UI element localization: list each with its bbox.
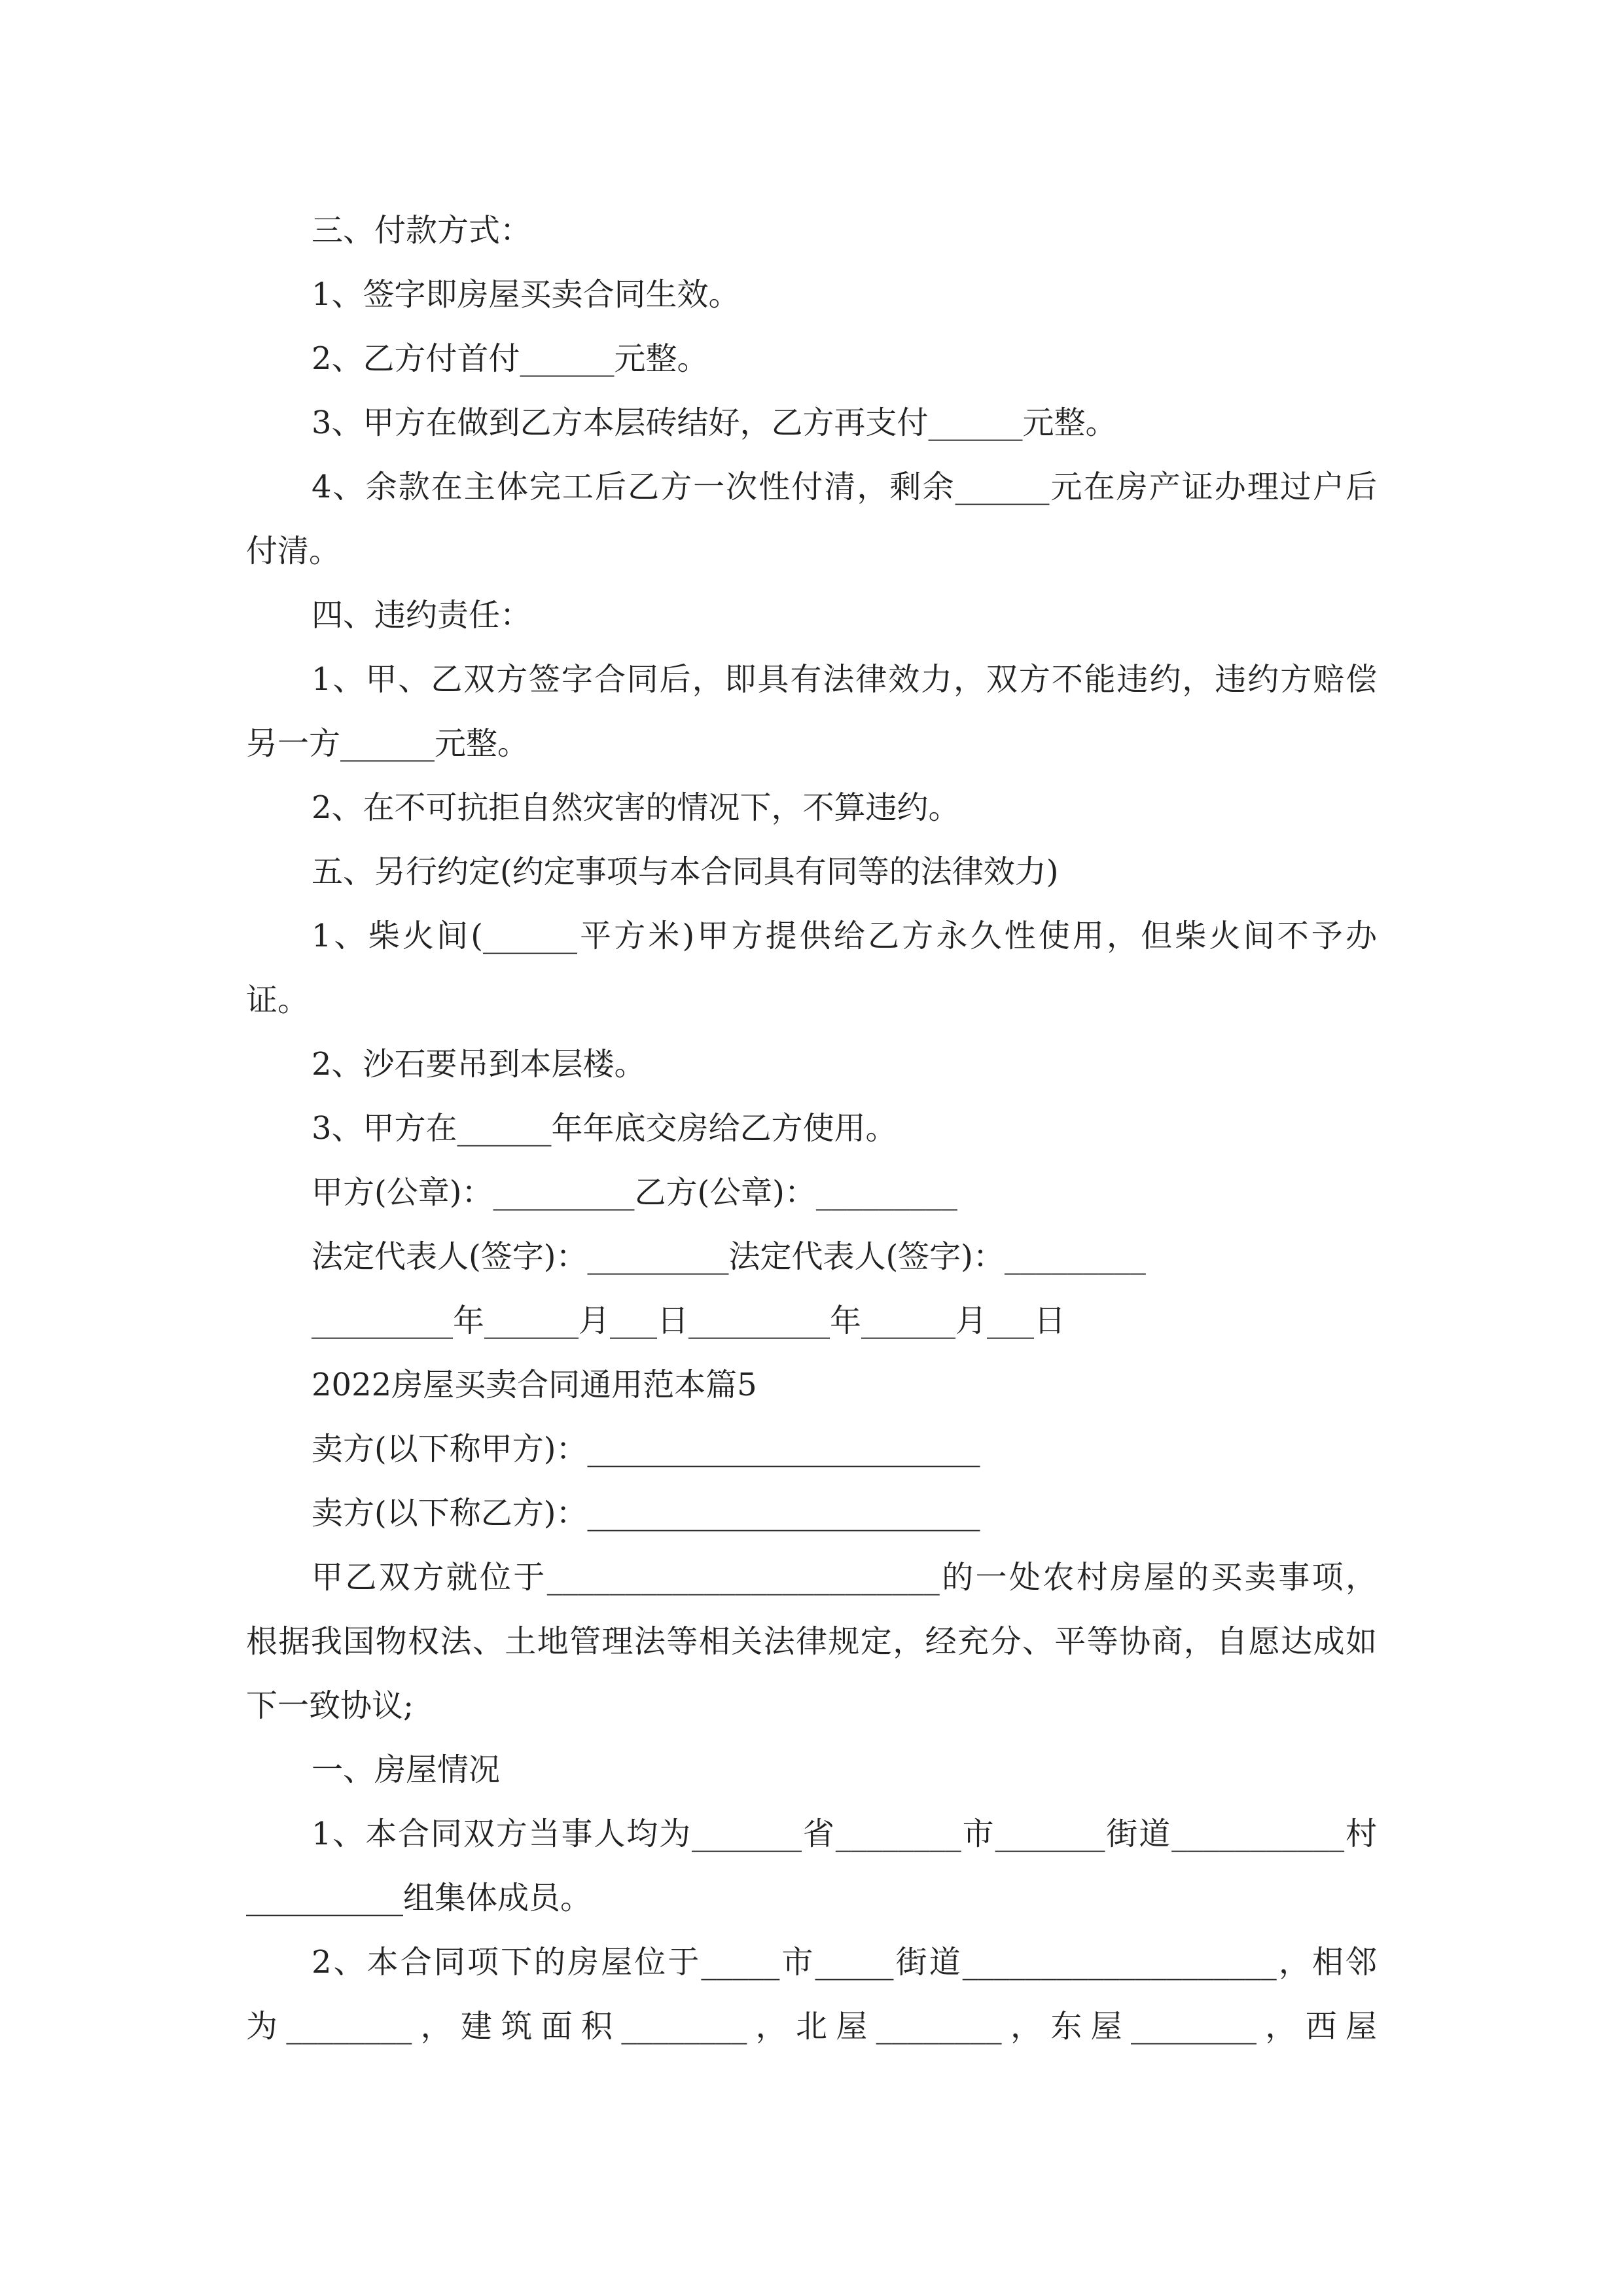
section-heading-other-terms: 五、另行约定(约定事项与本合同具有同等的法律效力) [312, 853, 1059, 890]
signature-date-line: _________年______月___日_________年______月___日 [312, 1302, 1066, 1339]
other-terms-clause-2: 2、沙石要吊到本层楼。 [312, 1046, 646, 1083]
liability-clause-1-line1: 1、甲、乙双方签字合同后，即具有法律效力，双方不能违约，违约方赔偿 [312, 661, 1377, 698]
signature-representative-line: 法定代表人(签字)：_________法定代表人(签字)：_________ [312, 1238, 1146, 1275]
seller-party-b: 卖方(以下称乙方)：_________________________ [312, 1495, 980, 1532]
payment-clause-4-line2: 付清。 [246, 533, 341, 569]
payment-clause-1: 1、签字即房屋买卖合同生效。 [312, 276, 740, 313]
other-terms-clause-1-line2: 证。 [246, 982, 310, 1018]
seller-party-a: 卖方(以下称甲方)：_________________________ [312, 1431, 980, 1467]
liability-clause-2: 2、在不可抗拒自然灾害的情况下，不算违约。 [312, 789, 960, 826]
signature-seal-line: 甲方(公章)：_________乙方(公章)：_________ [312, 1174, 957, 1211]
liability-clause-1-line2: 另一方______元整。 [246, 725, 529, 762]
preamble-line2: 根据我国物权法、土地管理法等相关法律规定，经充分、平等协商，自愿达成如 [246, 1623, 1377, 1660]
other-terms-clause-1-line1: 1、柴火间(______平方米)甲方提供给乙方永久性使用，但柴火间不予办 [312, 918, 1377, 954]
preamble-line1: 甲乙双方就位于_________________________的一处农村房屋的买卖事项， [312, 1559, 1377, 1596]
payment-clause-3: 3、甲方在做到乙方本层砖结好，乙方再支付______元整。 [312, 404, 1117, 441]
house-info-clause-2-line2: 为________，建筑面积________，北屋________，东屋________，西屋 [246, 2008, 1377, 2045]
house-info-clause-2-line1: 2、本合同项下的房屋位于_____市_____街道____________________，相邻 [312, 1944, 1377, 1981]
section-heading-house-info: 一、房屋情况 [312, 1751, 501, 1788]
section-heading-payment: 三、付款方式： [312, 212, 532, 249]
preamble-line3: 下一致协议; [246, 1687, 414, 1724]
payment-clause-4-line1: 4、余款在主体完工后乙方一次性付清，剩余______元在房产证办理过户后 [312, 469, 1377, 505]
house-info-clause-1-line2: __________组集体成员。 [246, 1880, 592, 1916]
house-info-clause-1-line1: 1、本合同双方当事人均为_______省________市_______街道___________村 [312, 1816, 1377, 1852]
contract-title-5: 2022房屋买卖合同通用范本篇5 [312, 1367, 757, 1403]
other-terms-clause-3: 3、甲方在______年年底交房给乙方使用。 [312, 1110, 897, 1147]
section-heading-liability: 四、违约责任： [312, 597, 532, 634]
payment-clause-2: 2、乙方付首付______元整。 [312, 340, 709, 377]
